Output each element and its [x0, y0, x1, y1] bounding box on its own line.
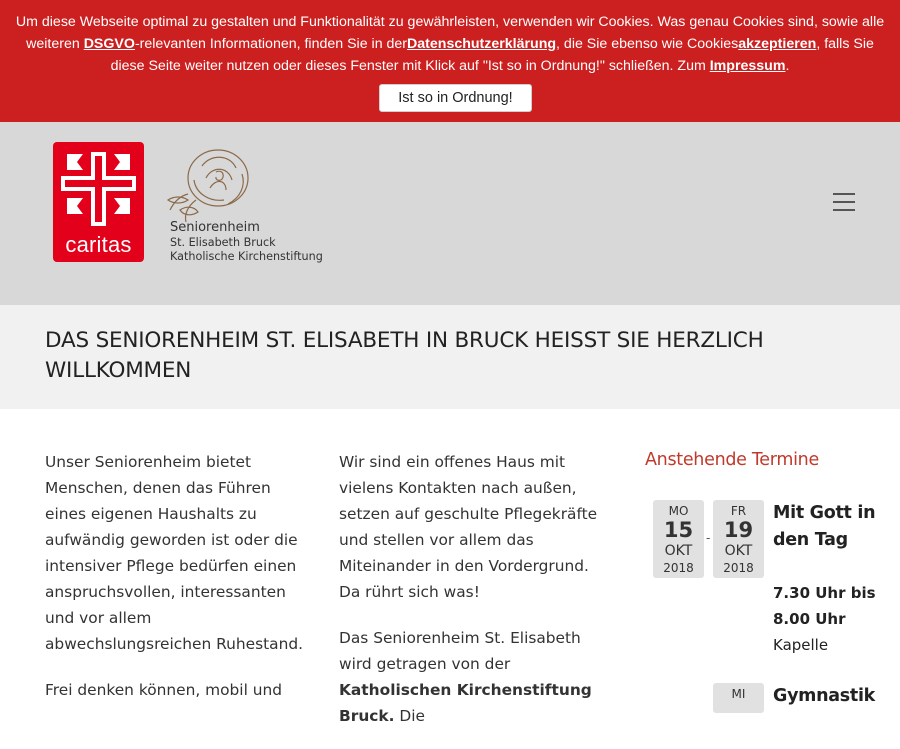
cookie-text-part: Um diese Webseite optimal zu gestalten und Funktionalität zu gewährleisten, verwenden wir Cookies. Was genau Cookies sind, sowie alle weiteren [15, 14, 885, 52]
event-time: 7.30 Uhr bis 8.00 Uhr [773, 584, 876, 628]
intro-column-2 [339, 449, 607, 749]
akzeptieren-link[interactable]: akzeptieren [738, 36, 817, 52]
events-heading: Anstehende Termine [645, 450, 819, 470]
cookie-accept-button[interactable]: Ist so in Ordnung! [379, 84, 532, 112]
rose-logo-icon [166, 144, 261, 224]
caritas-cross-icon [57, 148, 140, 228]
date-month: OKT [724, 543, 753, 559]
cookie-text-part: , die Sie ebenso wie Cookies [556, 36, 739, 52]
intro-paragraph: Frei denken können, mobil und [45, 681, 283, 699]
cookie-consent-bar [0, 0, 900, 122]
date-weekday: FR [730, 504, 747, 518]
date-weekday: MO [668, 504, 689, 518]
date-separator: - [706, 531, 711, 545]
home-name-owner: Katholische Kirchenstiftung [170, 250, 323, 263]
caritas-logo[interactable] [53, 142, 144, 262]
date-weekday: MI [731, 687, 746, 701]
home-name-block [170, 219, 323, 264]
cookie-consent-text [0, 0, 900, 77]
menu-line [833, 193, 855, 195]
date-day: 19 [723, 518, 754, 542]
date-day: 15 [663, 518, 694, 542]
event-start-date [653, 500, 704, 578]
impressum-link[interactable]: Impressum [709, 58, 786, 74]
site-header [0, 122, 900, 305]
hamburger-menu-icon[interactable] [831, 191, 857, 213]
caritas-logo-text: caritas [65, 232, 132, 257]
intro-paragraph: Wir sind ein offenes Haus mit vielens Kontakten nach außen, setzen auf geschulte Pflegekräfte und stellen vor allem das Miteinander in den Vordergrund. Da rührt sich was! [339, 453, 598, 601]
cookie-text-part: , falls Sie diese Seite weiter nutzen oder dieses Fenster mit Klick auf "Ist so in Ordnung!" schließen. Zum [110, 36, 874, 74]
intro-paragraph: Unser Seniorenheim bietet Menschen, denen das Führen eines eigenen Haushalts zu aufwändig geworden ist oder die intensiver Pflege bedürfen einen anspruchsvollen, interessanten und vor allem abwechslungsreichen Ruhestand. [45, 453, 304, 653]
datenschutz-link[interactable]: Datenschutzerklärung [407, 36, 557, 52]
welcome-band [0, 305, 900, 409]
event-start-date [713, 683, 764, 713]
cookie-text-part: -relevanten Informationen, finden Sie in der [134, 36, 408, 52]
menu-line [833, 201, 855, 203]
paragraph-text: Das Seniorenheim St. Elisabeth wird getragen von der [339, 629, 581, 673]
home-name-subtitle: St. Elisabeth Bruck [170, 236, 276, 249]
date-year: 2018 [663, 561, 694, 575]
paragraph-bold-text: Katholischen Kirchenstiftung Bruck. [339, 681, 592, 725]
event-end-date [713, 500, 764, 578]
event-location: Kapelle [773, 636, 829, 654]
menu-line [833, 209, 855, 211]
page-title: DAS SENIORENHEIM ST. ELISABETH IN BRUCK HEISST SIE HERZLICH WILLKOMMEN [45, 328, 764, 383]
cookie-text-part: . [785, 58, 790, 74]
date-month: OKT [664, 543, 693, 559]
intro-paragraph [339, 625, 607, 729]
home-name-title: Seniorenheim [170, 220, 260, 235]
intro-column-1 [45, 449, 313, 723]
dsgvo-link[interactable]: DSGVO [83, 36, 135, 52]
event-time-location [773, 580, 883, 658]
event-title-link[interactable]: Gymnastik [773, 686, 875, 706]
event-title-link[interactable]: Mit Gott in den Tag [773, 503, 876, 550]
date-year: 2018 [723, 561, 754, 575]
paragraph-text: Die [394, 707, 425, 725]
